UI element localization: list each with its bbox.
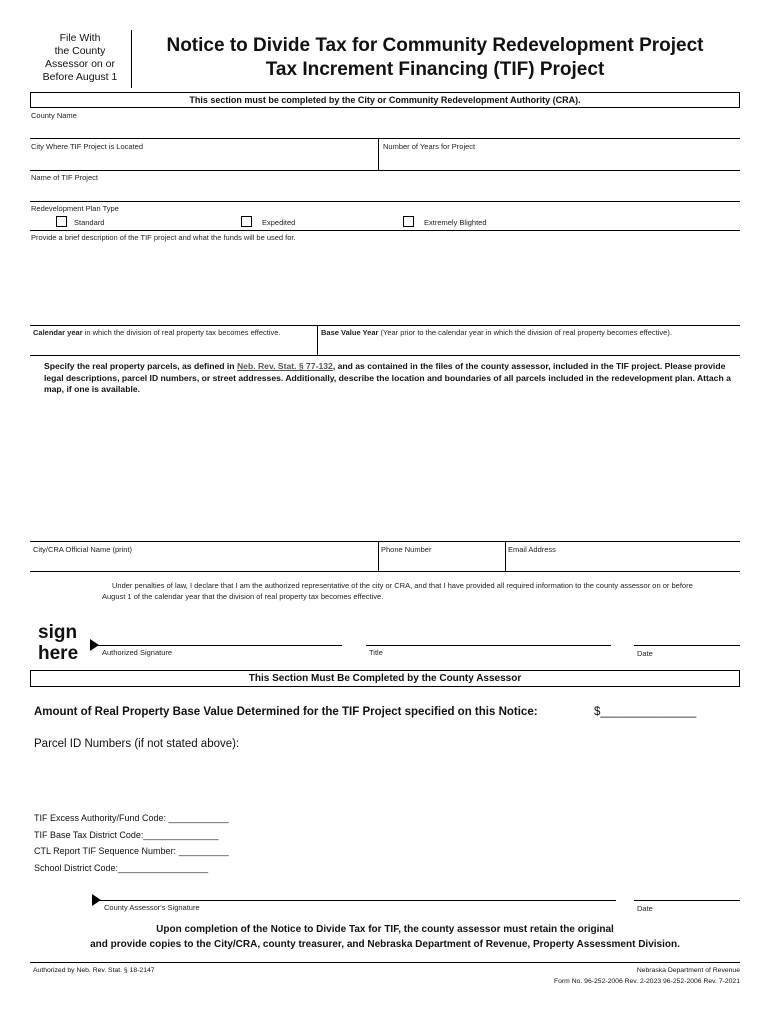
completion-note — [30, 922, 740, 952]
assessor-signature-line[interactable] — [100, 900, 616, 901]
authorized-signature-line[interactable] — [98, 645, 342, 646]
section1-banner — [30, 92, 740, 108]
standard-checkbox[interactable] — [56, 216, 67, 227]
row-divider — [30, 201, 740, 202]
amount-field[interactable]: $_______________ — [594, 706, 697, 718]
description-field[interactable] — [30, 245, 740, 323]
tif-base-tax-district-code[interactable]: TIF Base Tax District Code:_______________ — [34, 829, 219, 840]
county-name-label: County Name — [31, 111, 77, 120]
title-label: Title — [369, 648, 383, 657]
parcels-pre: Specify the real property parcels, as defined in — [44, 361, 237, 371]
calendar-year-bold: Calendar year — [33, 328, 83, 337]
years-label: Number of Years for Project — [383, 142, 476, 151]
expedited-checkbox[interactable] — [241, 216, 252, 227]
row-divider — [30, 355, 740, 356]
department-name: Nebraska Department of Revenue — [636, 967, 740, 974]
title-line[interactable] — [366, 645, 611, 646]
title-line-2: Tax Increment Financing (TIF) Project — [265, 59, 605, 80]
base-value-label — [321, 328, 672, 337]
standard-label: Standard — [74, 218, 105, 227]
date-label: Date — [637, 649, 653, 658]
here-word: here — [38, 643, 79, 664]
completion-line-2: and provide copies to the City/CRA, county treasurer, and Nebraska Department of Revenue, Property Assessment Division. — [90, 939, 680, 950]
county-name-field[interactable] — [30, 138, 740, 139]
description-label: Provide a brief description of the TIF project and what the funds will be used for. — [31, 233, 296, 242]
official-phone-divider — [378, 541, 379, 571]
phone-label: Phone Number — [381, 545, 432, 554]
file-with-note — [34, 32, 126, 84]
title-line-1: Notice to Divide Tax for Community Redevelopment Project — [166, 35, 704, 56]
sign-word: sign — [38, 622, 78, 643]
parcel-ids-field[interactable] — [34, 755, 734, 805]
section1-banner-text: This section must be completed by the City or Community Redevelopment Authority (CRA). — [189, 95, 581, 105]
extremely-blighted-checkbox[interactable] — [403, 216, 414, 227]
code-fields — [34, 810, 229, 876]
amount-label: Amount of Real Property Base Value Determined for the TIF Project specified on this Notice: — [34, 706, 538, 718]
file-with-line: the County — [54, 45, 106, 57]
parcels-post: , and as contained in the files of the county assessor, included in the TIF project. Please provide legal descriptions, parcel ID numbers, or street addresses. Additionally, describe the location and boundaries of all parcels included in the redevelopment plan. Attach a map, if one is available. — [44, 361, 731, 394]
header-divider — [131, 30, 132, 88]
calendar-year-label — [33, 328, 281, 337]
calendar-base-divider — [317, 325, 318, 355]
expedited-label: Expedited — [262, 218, 296, 227]
file-with-line: Assessor on or — [44, 58, 116, 70]
years-field[interactable] — [380, 152, 738, 170]
assessor-date-line[interactable] — [634, 900, 740, 901]
row-divider — [30, 571, 740, 572]
extremely-blighted-label: Extremely Blighted — [424, 218, 487, 227]
official-name-field[interactable] — [30, 556, 376, 570]
footer-divider — [30, 962, 740, 963]
project-name-field[interactable] — [30, 184, 740, 200]
base-value-rest: (Year prior to the calendar year in which the division of real property becomes effective). — [378, 328, 672, 337]
row-divider — [30, 541, 740, 542]
row-divider — [30, 230, 740, 231]
assessor-date-label: Date — [637, 904, 653, 913]
declaration-text: Under penalties of law, I declare that I am the authorized representative of the city or CRA, and that I have provided all required information to the county assessor on or before August 1 of the calendar year that the division of real property tax becomes effective. — [102, 581, 693, 601]
section2-banner — [30, 670, 740, 687]
completion-line-1: Upon completion of the Notice to Divide Tax for TIF, the county assessor must retain the original — [156, 924, 614, 935]
city-field[interactable] — [30, 152, 376, 170]
date-line[interactable] — [634, 645, 740, 646]
section2-banner-text: This Section Must Be Completed by the County Assessor — [248, 673, 522, 684]
assessor-signature-label: County Assessor's Signature — [104, 903, 200, 912]
tif-excess-authority-code[interactable]: TIF Excess Authority/Fund Code: ____________ — [34, 813, 229, 823]
statute-link[interactable]: Neb. Rev. Stat. § 77-132 — [236, 361, 333, 371]
parcel-ids-label: Parcel ID Numbers (if not stated above): — [34, 738, 240, 750]
city-label: City Where TIF Project is Located — [31, 142, 143, 151]
official-name-label: City/CRA Official Name (print) — [33, 545, 133, 554]
phone-email-divider — [505, 541, 506, 571]
project-name-label: Name of TIF Project — [31, 173, 98, 182]
base-value-bold: Base Value Year — [321, 328, 379, 337]
authorized-signature-label: Authorized Signature — [102, 648, 173, 657]
sign-here-label — [38, 622, 78, 664]
parcels-instructions — [44, 361, 732, 396]
row-divider — [30, 325, 740, 326]
row-divider — [30, 170, 740, 171]
form-number: Form No. 96-252-2006 Rev. 2-2023 96-252-2006 Rev. 7-2021 — [553, 978, 740, 985]
city-years-divider — [378, 138, 379, 170]
parcels-field[interactable] — [30, 400, 740, 538]
page-title — [140, 34, 730, 82]
file-with-line: File With — [59, 32, 101, 44]
email-field[interactable] — [507, 556, 738, 570]
school-district-code[interactable]: School District Code:__________________ — [34, 862, 209, 873]
authorized-by: Authorized by Neb. Rev. Stat. § 18-2147 — [33, 967, 155, 974]
plan-type-label: Redevelopment Plan Type — [31, 204, 119, 213]
phone-field[interactable] — [380, 556, 503, 570]
file-with-line: Before August 1 — [42, 71, 118, 83]
ctl-report-sequence-number[interactable]: CTL Report TIF Sequence Number: __________ — [34, 846, 229, 856]
email-label: Email Address — [508, 545, 556, 554]
calendar-year-rest: in which the division of real property tax becomes effective. — [82, 328, 281, 337]
